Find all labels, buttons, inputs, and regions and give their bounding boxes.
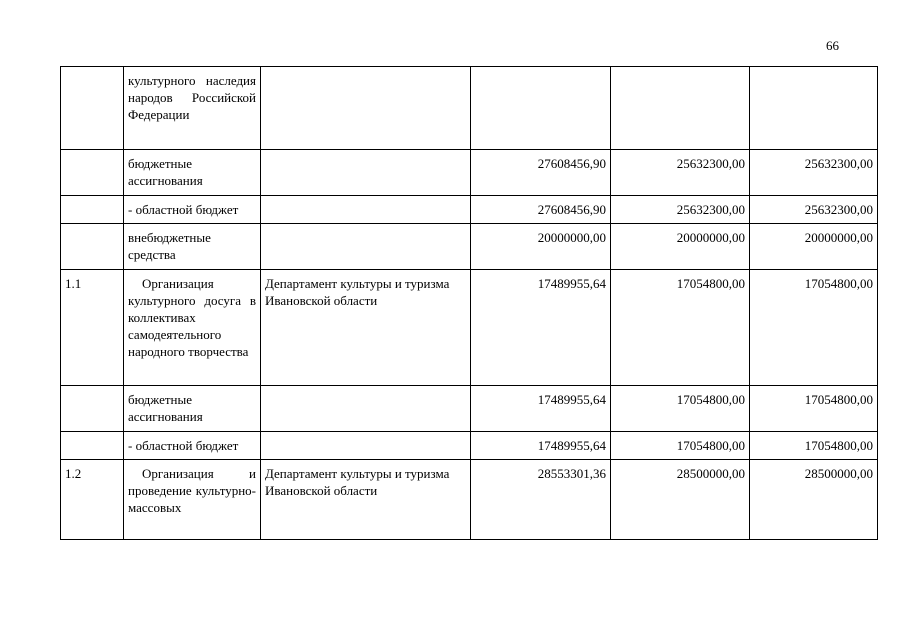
row-number: 1.1 <box>61 270 124 386</box>
table-row <box>61 386 878 432</box>
row-value-2 <box>611 67 750 150</box>
budget-table <box>60 66 878 540</box>
table-row <box>61 460 878 540</box>
row-name: - областной бюджет <box>124 432 261 460</box>
row-executor <box>261 386 471 432</box>
row-executor <box>261 432 471 460</box>
row-executor: Департамент культуры и туризма Ивановской области <box>261 270 471 386</box>
table-row <box>61 224 878 270</box>
row-number <box>61 196 124 224</box>
row-executor: Департамент культуры и туризма Ивановской области <box>261 460 471 540</box>
row-value-1: 27608456,90 <box>471 150 611 196</box>
row-executor <box>261 150 471 196</box>
row-value-1: 27608456,90 <box>471 196 611 224</box>
row-value-3: 17054800,00 <box>750 270 878 386</box>
row-value-2: 17054800,00 <box>611 270 750 386</box>
row-value-3: 17054800,00 <box>750 432 878 460</box>
row-value-3: 25632300,00 <box>750 150 878 196</box>
row-number <box>61 386 124 432</box>
row-value-2: 20000000,00 <box>611 224 750 270</box>
row-name: культурного наследия народов Российской Федерации <box>124 67 261 150</box>
row-number <box>61 224 124 270</box>
row-executor <box>261 224 471 270</box>
row-executor <box>261 67 471 150</box>
row-value-2: 25632300,00 <box>611 196 750 224</box>
row-value-3: 25632300,00 <box>750 196 878 224</box>
row-value-2: 17054800,00 <box>611 432 750 460</box>
row-value-3 <box>750 67 878 150</box>
row-value-1: 17489955,64 <box>471 270 611 386</box>
table-row <box>61 196 878 224</box>
row-number <box>61 150 124 196</box>
row-value-2: 25632300,00 <box>611 150 750 196</box>
row-value-3: 17054800,00 <box>750 386 878 432</box>
row-executor <box>261 196 471 224</box>
row-name: бюджетные ассигнования <box>124 386 261 432</box>
table-row <box>61 432 878 460</box>
page-number: 66 <box>826 38 839 53</box>
row-name: Организация культурного досуга в коллективах самодеятельного народного творчества <box>124 270 261 386</box>
table-row <box>61 270 878 386</box>
table-row <box>61 150 878 196</box>
row-value-1: 17489955,64 <box>471 386 611 432</box>
table-row <box>61 67 878 150</box>
row-value-2: 28500000,00 <box>611 460 750 540</box>
row-name: бюджетные ассигнования <box>124 150 261 196</box>
row-value-1 <box>471 67 611 150</box>
row-number: 1.2 <box>61 460 124 540</box>
row-value-3: 28500000,00 <box>750 460 878 540</box>
row-value-2: 17054800,00 <box>611 386 750 432</box>
row-value-1: 17489955,64 <box>471 432 611 460</box>
row-value-3: 20000000,00 <box>750 224 878 270</box>
row-value-1: 28553301,36 <box>471 460 611 540</box>
row-name: Организация и проведение культурно-массовых <box>124 460 261 540</box>
row-name: внебюджетные средства <box>124 224 261 270</box>
row-value-1: 20000000,00 <box>471 224 611 270</box>
row-number <box>61 67 124 150</box>
row-name: - областной бюджет <box>124 196 261 224</box>
row-number <box>61 432 124 460</box>
